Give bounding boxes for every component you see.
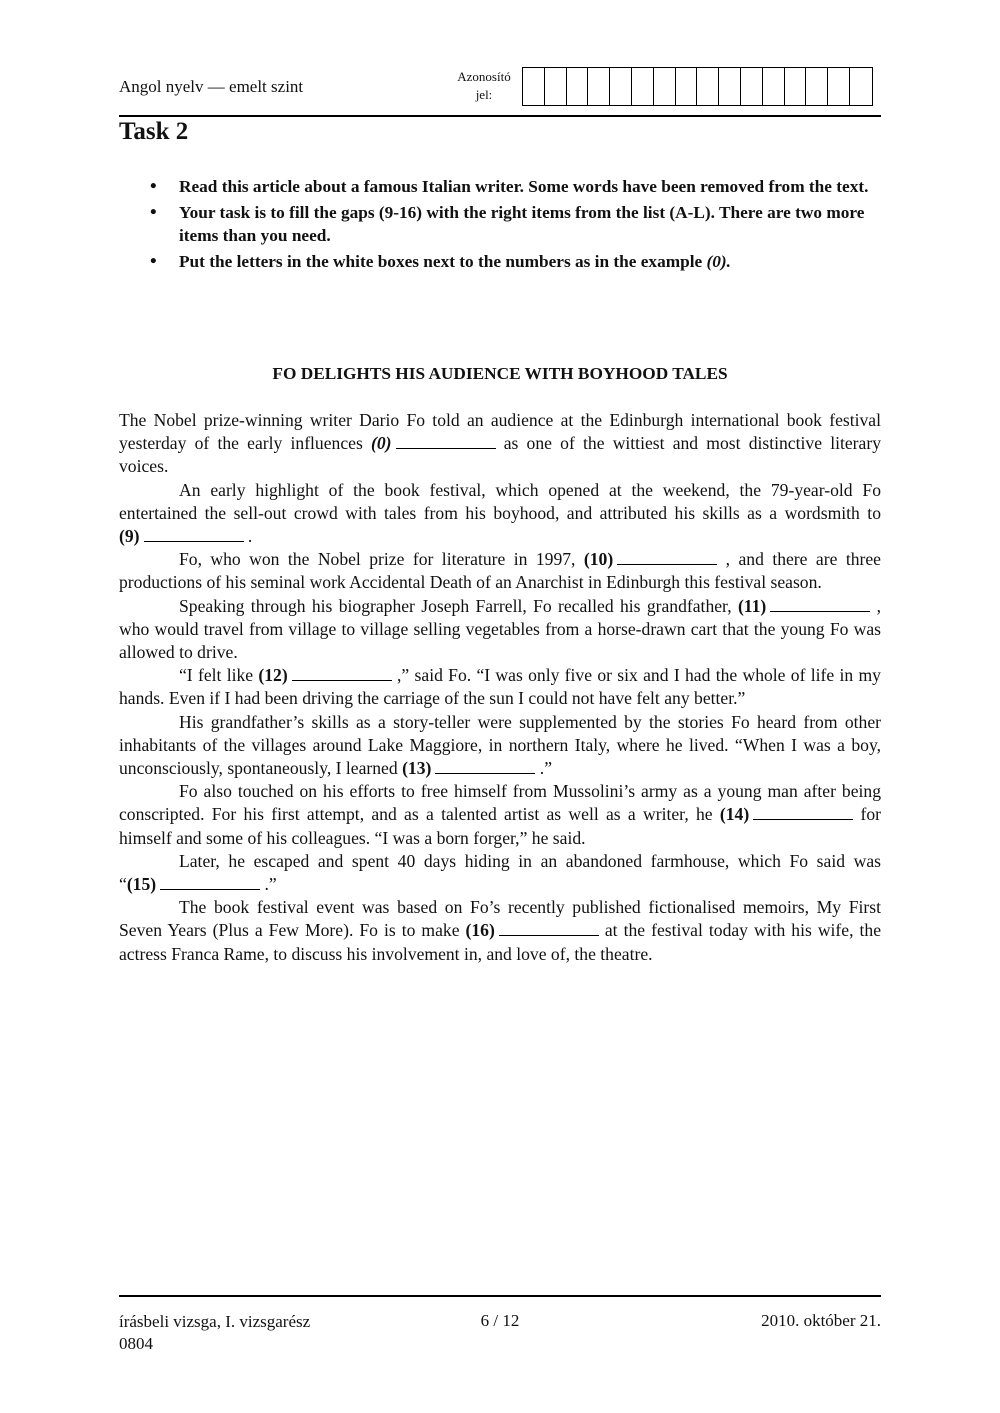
instruction-item bbox=[150, 250, 881, 273]
id-label-line1: Azonosító bbox=[457, 69, 511, 84]
instruction-item: • Read this article about a famous Italian writer. Some words have been removed from the text. bbox=[150, 175, 881, 198]
id-box[interactable] bbox=[654, 68, 676, 105]
task-title: Task 2 bbox=[119, 118, 189, 145]
exam-part: írásbeli vizsga, I. vizsgarész bbox=[119, 1312, 311, 1331]
exam-code: 0804 bbox=[119, 1334, 153, 1353]
article-paragraph: Fo, who won the Nobel prize for literature in 1997, (10) , and there are three productions of his seminal work Accidental Death of an Anarchist in Edinburgh this festival season. bbox=[119, 549, 881, 593]
exam-date: 2010. október 21. bbox=[761, 1311, 881, 1330]
article-title: FO DELIGHTS HIS AUDIENCE WITH BOYHOOD TALES bbox=[272, 364, 728, 383]
id-boxes[interactable] bbox=[522, 67, 873, 106]
footer-divider bbox=[119, 1295, 881, 1297]
instruction-text: Put the letters in the white boxes next to the numbers as in the example bbox=[179, 252, 707, 271]
article-paragraph: Fo also touched on his efforts to free himself from Mussolini’s army as a young man after being conscripted. For his first attempt, and as a talented artist as well as a writer, he (14) for himself and some of his colleagues. “I was a born forger,” he said. bbox=[119, 781, 881, 848]
id-box[interactable] bbox=[632, 68, 654, 105]
id-box[interactable] bbox=[567, 68, 589, 105]
gap-11[interactable]: (11) bbox=[738, 596, 870, 616]
article-paragraph: His grandfather’s skills as a story-teller were supplemented by the stories Fo heard from other inhabitants of the villages around Lake Maggiore, in northern Italy, where he lived. “When I was a boy, unconsciously, spontaneously, I learned (13) .” bbox=[119, 711, 881, 779]
id-box[interactable] bbox=[785, 68, 807, 105]
id-box[interactable] bbox=[676, 68, 698, 105]
id-box[interactable] bbox=[763, 68, 785, 105]
exam-subject: Angol nyelv — emelt szint bbox=[119, 77, 304, 96]
gap-9[interactable]: (9) bbox=[119, 526, 244, 546]
article-paragraph: An early highlight of the book festival, which opened at the weekend, the 79-year-old Fo entertained the sell-out crowd with tales from his boyhood, and attributed his skills as a wordsmith to (9) . bbox=[119, 479, 881, 547]
instructions-list bbox=[150, 175, 881, 276]
id-box[interactable] bbox=[828, 68, 850, 105]
gap-15[interactable]: (15) bbox=[127, 874, 260, 894]
gap-13[interactable]: (13) bbox=[402, 758, 535, 778]
example-ref: (0). bbox=[706, 252, 731, 271]
id-box[interactable] bbox=[741, 68, 763, 105]
gap-10[interactable]: (10) bbox=[584, 549, 717, 569]
id-box[interactable] bbox=[523, 68, 545, 105]
header-divider bbox=[119, 115, 881, 117]
id-box[interactable] bbox=[588, 68, 610, 105]
id-box[interactable] bbox=[850, 68, 872, 105]
id-box[interactable] bbox=[545, 68, 567, 105]
article-body bbox=[119, 409, 881, 966]
id-box[interactable] bbox=[719, 68, 741, 105]
id-box[interactable] bbox=[610, 68, 632, 105]
article-paragraph: “I felt like (12) ,” said Fo. “I was only five or six and I had the whole of life in my hands. Even if I had been driving the carriage of the sun I could not have felt any better.” bbox=[119, 665, 881, 709]
article-paragraph: The Nobel prize-winning writer Dario Fo told an audience at the Edinburgh international book festival yesterday of the early influences (0) as one of the wittiest and most distinctive literary voices. bbox=[119, 410, 881, 477]
gap-16[interactable]: (16) bbox=[466, 920, 599, 940]
article-paragraph: Speaking through his biographer Joseph Farrell, Fo recalled his grandfather, (11) , who would travel from village to village selling vegetables from a horse-drawn cart that the young Fo was allowed to drive. bbox=[119, 595, 882, 663]
gap-12[interactable]: (12) bbox=[258, 665, 391, 685]
id-label bbox=[449, 68, 519, 104]
article-paragraph: The book festival event was based on Fo’s recently published fictionalised memoirs, My First Seven Years (Plus a Few More). Fo is to make (16) at the festival today with his wife, the actress Franca Rame, to discuss his involvement in, and love of, the theatre. bbox=[119, 897, 881, 964]
instruction-item: • Your task is to fill the gaps (9-16) with the right items from the list (A-L). There are two more items than you need. bbox=[150, 201, 881, 247]
page-header bbox=[119, 60, 881, 116]
gap-0: (0) bbox=[371, 433, 496, 453]
id-box[interactable] bbox=[697, 68, 719, 105]
id-label-line2: jel: bbox=[475, 87, 493, 102]
article-paragraph: Later, he escaped and spent 40 days hiding in an abandoned farmhouse, which Fo said was “(15) .” bbox=[119, 850, 881, 895]
page-number: 6 / 12 bbox=[480, 1311, 520, 1330]
gap-14[interactable]: (14) bbox=[720, 804, 853, 824]
id-box[interactable] bbox=[806, 68, 828, 105]
